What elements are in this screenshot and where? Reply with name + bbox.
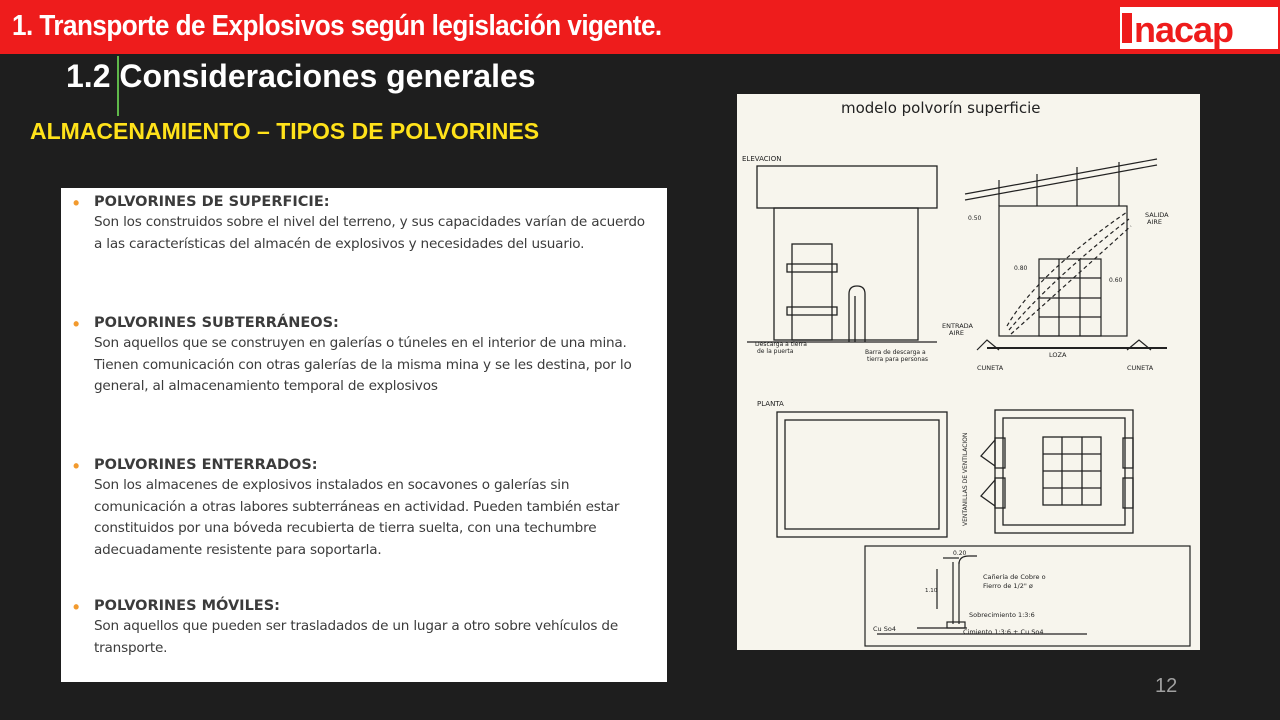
label-loza: LOZA (1049, 351, 1067, 359)
item-body: Son aquellos que pueden ser trasladados de un lugar a otro sobre vehículos de transporte. (94, 618, 618, 656)
inacap-logo (1120, 7, 1278, 49)
label-barra-1: Barra de descarga a (865, 349, 926, 356)
logo-mark (1122, 13, 1132, 43)
item-title: POLVORINES ENTERRADOS: (94, 457, 318, 473)
item-body: Son los construidos sobre el nivel del terreno, y sus capacidades varían de acuerdo a las características del almacén de explosivos y necesidades del usuario. (94, 214, 645, 252)
label-descarga-2: de la puerta (757, 348, 794, 355)
label-cuneta-left: CUNETA (977, 364, 1004, 372)
slide-subtitle: 1.2 Consideraciones generales (66, 58, 536, 94)
label-caneria-1: Cañería de Cobre o (983, 573, 1046, 581)
item-title: POLVORINES SUBTERRÁNEOS: (94, 315, 339, 331)
label-barra-2: tierra para personas (867, 356, 929, 363)
list-item (73, 455, 653, 561)
bullet-icon: • (73, 456, 80, 476)
drawing-title: modelo polvorín superficie (841, 99, 1041, 117)
label-dim-020: 0.20 (953, 550, 967, 557)
label-ventanillas: VENTANILLAS DE VENTILACION (962, 432, 969, 526)
plan-view (777, 410, 1133, 537)
label-dim-050: 0.50 (968, 215, 982, 222)
label-salida-1: SALIDA (1145, 211, 1169, 219)
list-item (73, 192, 653, 255)
bullet-icon: • (73, 314, 80, 334)
page-number: 12 (1155, 675, 1178, 697)
slide-title: 1. Transporte de Explosivos según legislación vigente. (12, 10, 662, 42)
label-entrada-2: AIRE (949, 329, 964, 337)
label-dim-060: 0.60 (1109, 277, 1123, 284)
bullet-icon: • (73, 193, 80, 213)
item-body: Son aquellos que se construyen en galerías o túneles en el interior de una mina. Tienen comunicación con otras galerías de la misma mina y se les destina, por lo general, al almacenamiento temporal de explosivos (94, 335, 632, 394)
logo-text: nacap (1134, 9, 1234, 50)
label-planta: PLANTA (757, 400, 784, 408)
label-cuso4: Cu So4 (873, 625, 896, 633)
label-salida-2: AIRE (1147, 218, 1162, 226)
item-title: POLVORINES DE SUPERFICIE: (94, 194, 330, 210)
list-item (73, 313, 653, 398)
label-dim-110: 1.10 (925, 588, 938, 594)
polvorin-drawing (737, 94, 1200, 650)
label-sobrecimiento: Sobrecimiento 1:3:6 (969, 611, 1035, 619)
item-body: Son los almacenes de explosivos instalados en socavones o galerías sin comunicación a otras labores subterráneas en actividad. Pueden también estar constituidos por una bóveda recubierta de tierra suelta, con una techumbre adecuadamente resistente para soportarla. (94, 477, 620, 558)
label-cimiento: Cimiento 1:3:6 + Cu So4 (963, 628, 1044, 636)
label-cuneta-right: CUNETA (1127, 364, 1154, 372)
list-item (73, 596, 653, 659)
label-elevacion: ELEVACION (742, 155, 782, 163)
technical-drawing (737, 94, 1200, 650)
bullet-icon: • (73, 597, 80, 617)
label-caneria-2: Fierro de 1/2" ø (983, 582, 1033, 590)
label-entrada-1: ENTRADA (942, 322, 973, 330)
section-heading: ALMACENAMIENTO – TIPOS DE POLVORINES (30, 118, 540, 144)
label-descarga-1: Descarga a tierra (755, 341, 807, 348)
label-dim-080: 0.80 (1014, 265, 1028, 272)
elevation-front (747, 166, 937, 342)
polvorines-text-card (61, 188, 667, 682)
header-bar (0, 0, 1280, 54)
elevation-section (965, 159, 1167, 350)
item-title: POLVORINES MÓVILES: (94, 598, 280, 614)
